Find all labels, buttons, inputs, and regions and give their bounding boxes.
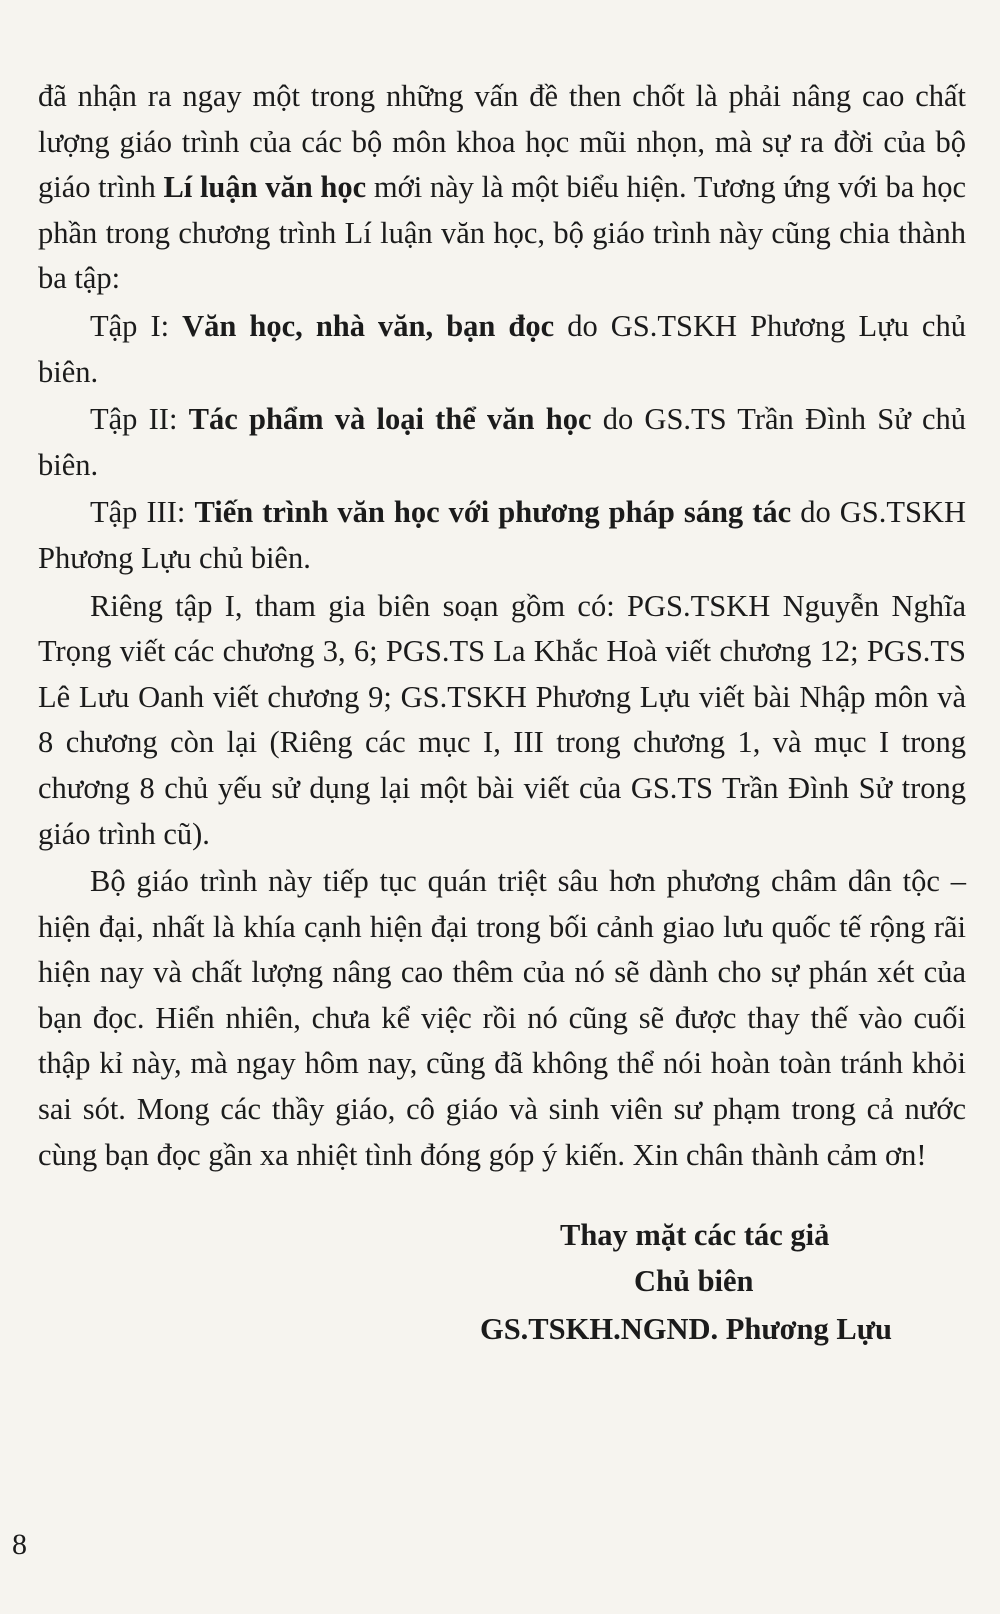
paragraph-1: đã nhận ra ngay một trong những vấn đề then chốt là phải nâng cao chất lượng giáo trình của các bộ môn khoa học mũi nhọn, mà sự ra đời của bộ giáo trình Lí luận văn học mới này là một biểu hiện. Tương ứng với ba học phần trong chương trình Lí luận văn học, bộ giáo trình này cũng chia thành ba tập: [38, 79, 966, 296]
paragraph-volume-3: Tập III: Tiến trình văn học với phương pháp sáng tác do GS.TSKH Phương Lựu chủ biên. [38, 495, 966, 575]
paragraph-authors: Riêng tập I, tham gia biên soạn gồm có: PGS.TSKH Nguyễn Nghĩa Trọng viết các chương 3, 6; PGS.TS La Khắc Hoà viết chương 12; PGS.TS Lê Lưu Oanh viết chương 9; GS.TSKH Phương Lựu viết bài Nhập môn và 8 chương còn lại (Riêng các mục I, III trong chương 1, và mục I trong chương 8 chủ yếu sử dụng lại một bài viết của GS.TS Trần Đình Sử trong giáo trình cũ). [38, 588, 966, 851]
page-body [38, 74, 966, 1180]
paragraph-volume-1: Tập I: Văn học, nhà văn, bạn đọc do GS.TSKH Phương Lựu chủ biên. [38, 308, 966, 389]
volume-1-title: Văn học, nhà văn, bạn đọc [182, 308, 555, 343]
volume-3-title: Tiến trình văn học với phương pháp sáng tác [194, 495, 792, 530]
signature-line-3: GS.TSKH.NGND. Phương Lựu [480, 1312, 892, 1346]
signature-line-2: Chủ biên [634, 1264, 754, 1298]
page-number: 8 [12, 1528, 27, 1561]
volume-2-title: Tác phẩm và loại thể văn học [188, 402, 592, 437]
book-title: Lí luận văn học [163, 170, 367, 205]
paragraph-volume-2: Tập II: Tác phẩm và loại thể văn học do GS.TS Trần Đình Sử chủ biên. [38, 402, 966, 482]
paragraph-closing: Bộ giáo trình này tiếp tục quán triệt sâu hơn phương châm dân tộc – hiện đại, nhất là khía cạnh hiện đại trong bối cảnh giao lưu quốc tế rộng rãi hiện nay và chất lượng nâng cao thêm của nó sẽ dành cho sự phán xét của bạn đọc. Hiển nhiên, chưa kể việc rồi nó cũng sẽ được thay thế vào cuối thập kỉ này, mà ngay hôm nay, cũng đã không thể nói hoàn toàn tránh khỏi sai sót. Mong các thầy giáo, cô giáo và sinh viên sư phạm trong cả nước cùng bạn đọc gần xa nhiệt tình đóng góp ý kiến. Xin chân thành cảm ơn! [38, 864, 966, 1172]
signature-line-1: Thay mặt các tác giả [560, 1218, 830, 1252]
